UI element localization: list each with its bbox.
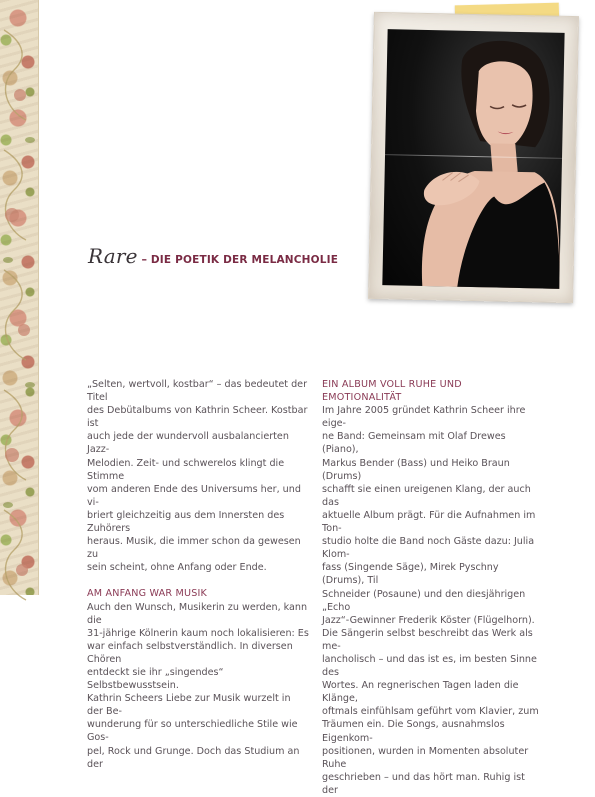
body-line: Die Sängerin selbst beschreibt das Werk als me- <box>322 627 533 652</box>
body-line: Jazz“-Gewinner Frederik Köster (Flügelhorn). <box>322 614 535 626</box>
body-line: pel, Rock und Grunge. Doch das Studium an der <box>87 745 300 770</box>
article-title <box>88 244 348 268</box>
body-line: oftmals einfühlsam geführt vom Klavier, zum <box>322 706 539 718</box>
intro-line: Melodien. Zeit- und schwerelos klingt die Stimme <box>87 457 285 482</box>
section-heading: EIN ALBUM VOLL RUHE UND EMOTIONALITÄT <box>322 379 462 404</box>
left-text-column <box>87 378 309 771</box>
floral-pattern-icon <box>0 0 38 595</box>
decorative-floral-strip <box>0 0 39 595</box>
portrait-photo <box>368 12 579 303</box>
woman-portrait-icon <box>382 29 564 289</box>
body-line: positionen, wurden in Momenten absoluter Ruhe <box>322 745 529 770</box>
intro-line: briert gleichzeitig aus dem Innersten des Zuhörers <box>87 509 285 535</box>
body-line: geschrieben – und das hört man. Ruhig ist der <box>322 771 525 796</box>
intro-line: vom anderen Ende des Universums her, und vi- <box>87 483 301 508</box>
body-line: aktuelle Album prägt. Für die Aufnahmen im Ton- <box>322 509 536 535</box>
right-text-column <box>322 378 540 797</box>
body-line: Träumen ein. Die Songs, ausnahmslos Eigenkom- <box>322 719 505 744</box>
body-line: Kathrin Scheers Liebe zur Musik wurzelt in der Be- <box>87 693 291 718</box>
title-main: Rare <box>88 244 138 268</box>
body-line: Markus Bender (Bass) und Heiko Braun (Drums) <box>322 457 510 482</box>
body-line: ne Band: Gemeinsam mit Olaf Drewes (Piano), <box>322 431 506 456</box>
intro-line: des Debütalbums von Kathrin Scheer. Kostbar ist <box>87 405 308 430</box>
body-line: studio holte die Band noch Gäste dazu: Julia Klom- <box>322 536 535 561</box>
body-line: 31-jährige Kölnerin kaum noch lokalisieren: Es <box>87 627 309 639</box>
body-line: Schneider (Posaune) und den diesjährigen „Echo <box>322 588 526 613</box>
intro-line: sein scheint, ohne Anfang oder Ende. <box>87 562 267 574</box>
body-line: entdeckt sie ihr „singendes“ Selbstbewusstsein. <box>87 666 224 692</box>
body-line: fass (Singende Säge), Mirek Pyschny (Drums), Til <box>322 562 499 587</box>
title-subtitle: DIE POETIK DER MELANCHOLIE <box>150 254 339 266</box>
body-line: lancholisch – und das ist es, im besten Sinne des <box>322 653 537 679</box>
title-dash: – <box>137 253 151 266</box>
photo-image <box>382 29 564 289</box>
body-line: Auch den Wunsch, Musikerin zu werden, kann die <box>87 601 308 626</box>
body-line: Wortes. An regnerischen Tagen laden die Klänge, <box>322 680 519 705</box>
intro-line: „Selten, wertvoll, kostbar“ – das bedeutet der Titel <box>87 379 308 404</box>
body-line: schafft sie einen ureigenen Klang, der auch das <box>322 483 531 508</box>
intro-line: auch jede der wundervoll ausbalancierten Jazz- <box>87 431 289 456</box>
intro-line: heraus. Musik, die immer schon da gewesen zu <box>87 536 301 561</box>
paragraph-gap <box>87 574 309 587</box>
section-heading: AM ANFANG WAR MUSIK <box>87 588 208 600</box>
body-line: war einfach selbstverständlich. In diversen Chören <box>87 640 293 665</box>
body-line: Im Jahre 2005 gründet Kathrin Scheer ihre eige- <box>322 405 526 430</box>
body-line: wunderung für so unterschiedliche Stile wie Gos- <box>87 719 298 744</box>
